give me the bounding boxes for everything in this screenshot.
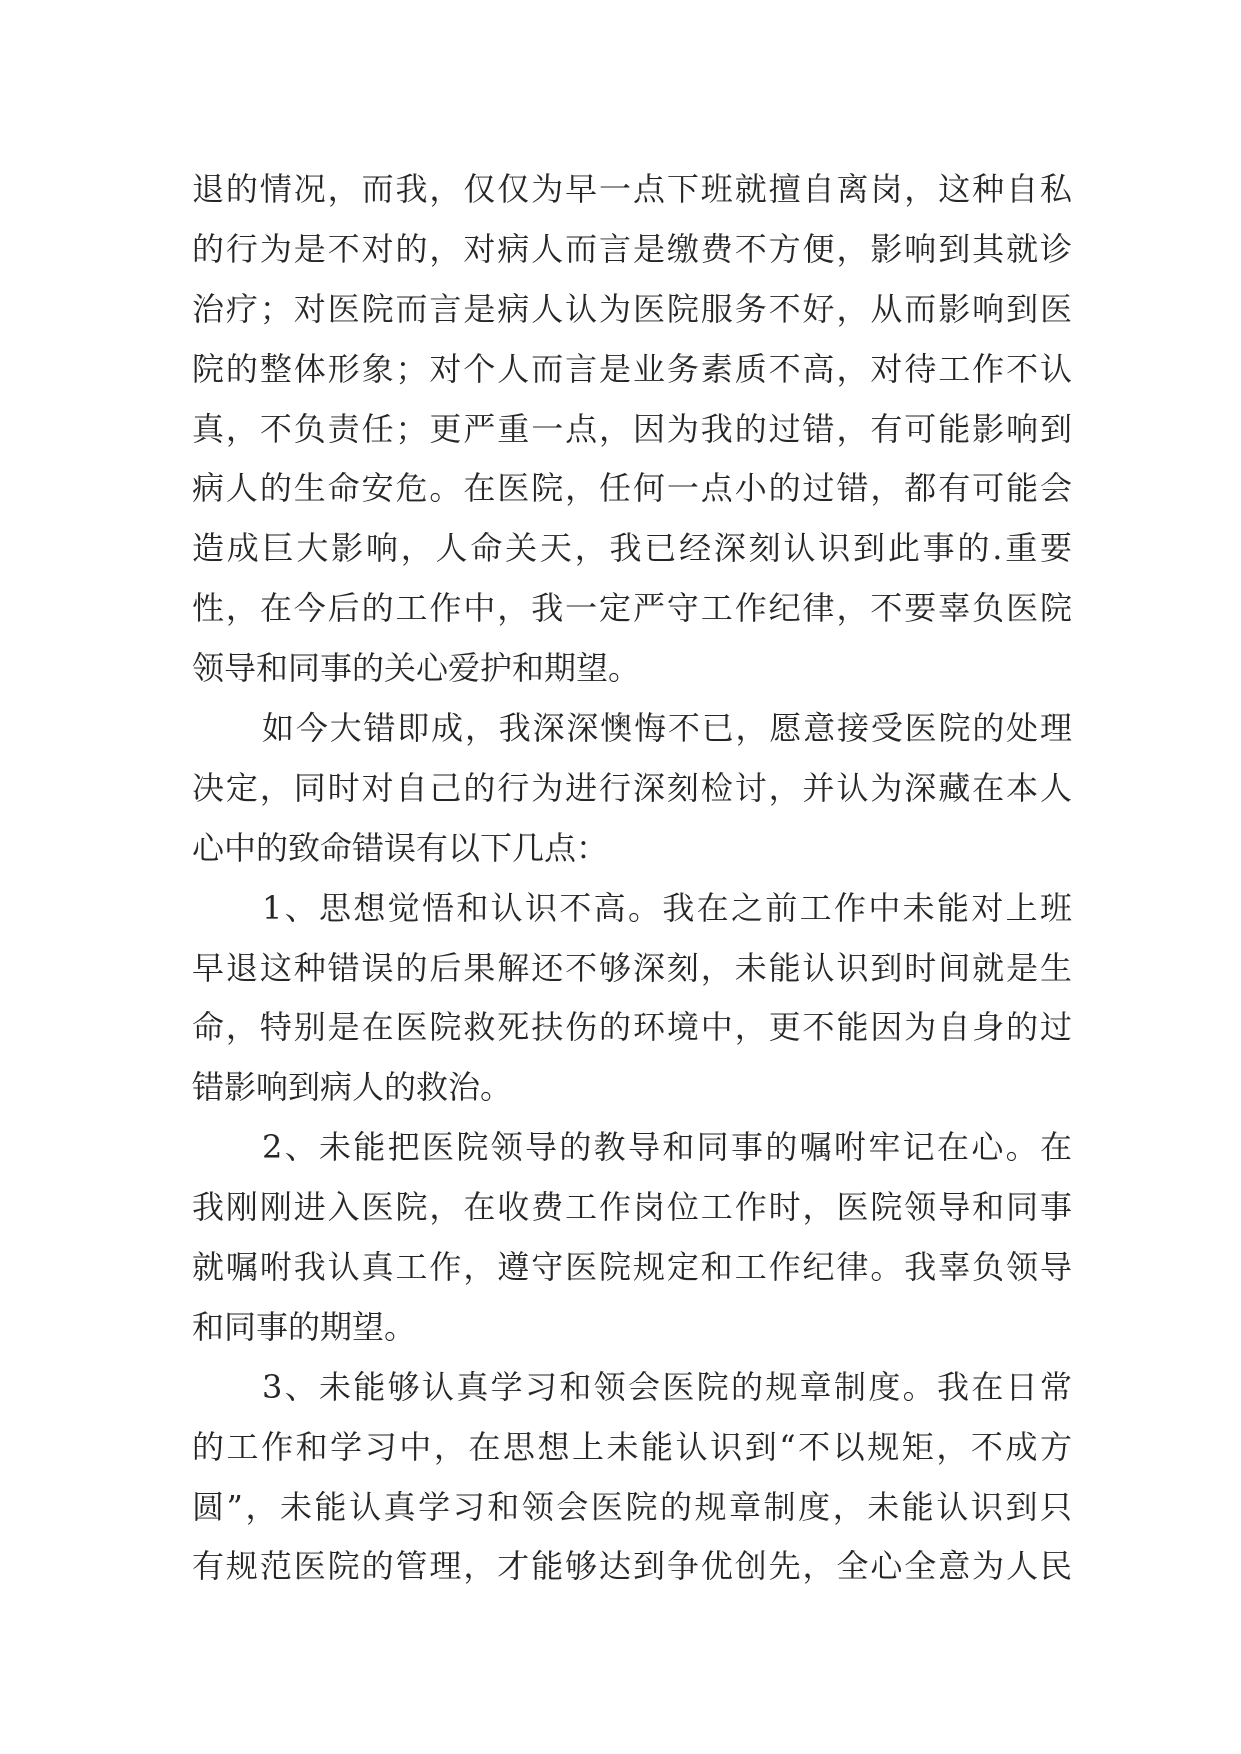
text-line: 3、未能够认真学习和领会医院的规章制度。我在日常 xyxy=(262,1367,1072,1406)
text-line: 错影响到病人的救治。 xyxy=(192,1068,513,1107)
text-line: 造成巨大影响，人命关天，我已经深刻认识到此事的.重要 xyxy=(192,529,1072,568)
text-line: 性，在今后的工作中，我一定严守工作纪律，不要辜负医院 xyxy=(192,589,1072,628)
paragraph xyxy=(192,1358,1072,1598)
text-line: 院的整体形象；对个人而言是业务素质不高，对待工作不认 xyxy=(192,349,1072,388)
text-line: 心中的致命错误有以下几点： xyxy=(192,828,609,867)
paragraph xyxy=(192,699,1072,879)
paragraph xyxy=(192,879,1072,1119)
text-line: 治疗；对医院而言是病人认为医院服务不好，从而影响到医 xyxy=(192,289,1072,328)
text-line: 有规范医院的管理，才能够达到争优创先，全心全意为人民 xyxy=(192,1547,1072,1586)
text-line: 圆”，未能认真学习和领会医院的规章制度，未能认识到只 xyxy=(192,1487,1072,1526)
text-line: 命，特别是在医院救死扶伤的环境中，更不能因为自身的过 xyxy=(192,1008,1072,1047)
text-line: 领导和同事的关心爱护和期望。 xyxy=(192,649,641,688)
text-line: 决定，同时对自己的行为进行深刻检讨，并认为深藏在本人 xyxy=(192,768,1072,807)
text-line: 和同事的期望。 xyxy=(192,1307,417,1346)
text-line: 病人的生命安危。在医院，任何一点小的过错，都有可能会 xyxy=(192,469,1072,508)
document-body xyxy=(192,160,1072,1597)
paragraph xyxy=(192,160,1072,699)
text-line: 真，不负责任；更严重一点，因为我的过错，有可能影响到 xyxy=(192,409,1072,448)
text-line: 就嘱咐我认真工作，遵守医院规定和工作纪律。我辜负领导 xyxy=(192,1248,1072,1287)
text-line: 的工作和学习中，在思想上未能认识到“不以规矩，不成方 xyxy=(192,1427,1072,1466)
text-line: 1、思想觉悟和认识不高。我在之前工作中未能对上班 xyxy=(262,888,1072,927)
paragraph xyxy=(192,1118,1072,1358)
text-line: 如今大错即成，我深深懊悔不已，愿意接受医院的处理 xyxy=(262,709,1072,748)
text-line: 退的情况，而我，仅仅为早一点下班就擅自离岗，这种自私 xyxy=(192,170,1072,208)
text-line: 我刚刚进入医院，在收费工作岗位工作时，医院领导和同事 xyxy=(192,1188,1072,1227)
text-line: 的行为是不对的，对病人而言是缴费不方便，影响到其就诊 xyxy=(192,229,1072,268)
text-line: 2、未能把医院领导的教导和同事的嘱咐牢记在心。在 xyxy=(262,1128,1072,1167)
text-line: 早退这种错误的后果解还不够深刻，未能认识到时间就是生 xyxy=(192,948,1072,987)
